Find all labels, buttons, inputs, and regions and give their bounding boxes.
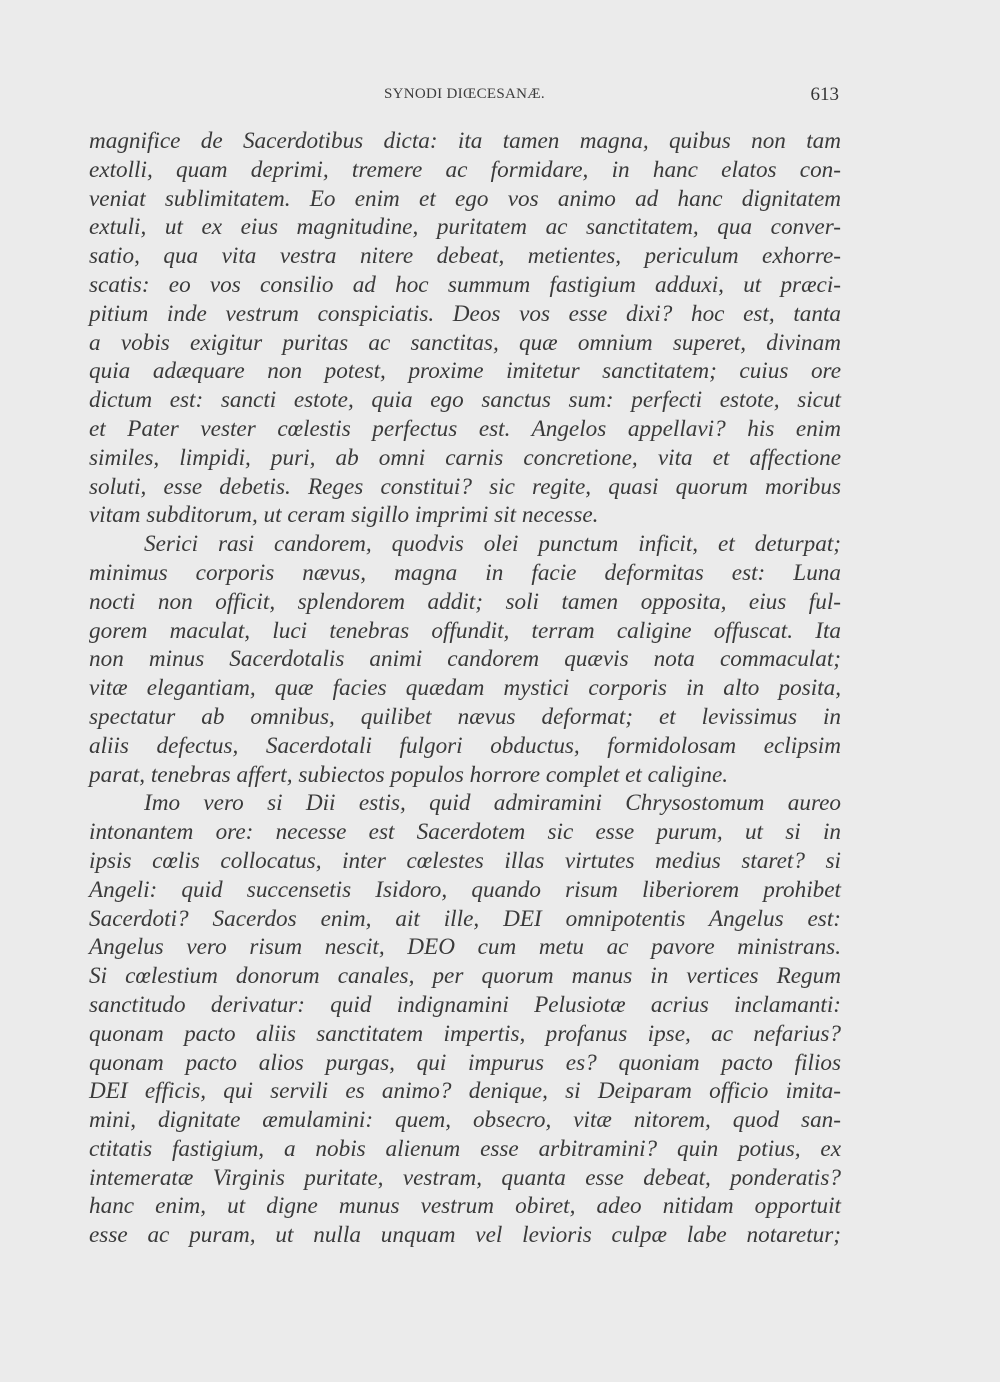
text-line: similes, limpidi, puri, ab omni carnis concretione, vita et affectione bbox=[89, 444, 841, 471]
text-line: veniat sublimitatem. Eo enim et ego vos animo ad hanc dignitatem bbox=[89, 185, 841, 212]
text-line: Serici rasi candorem, quodvis olei punctum inficit, et deturpat; bbox=[144, 531, 841, 558]
text-line: minimus corporis nævus, magna in facie deformitas est: Luna bbox=[89, 559, 841, 586]
text-line: esse ac puram, ut nulla unquam vel levioris culpæ labe notaretur; bbox=[89, 1222, 841, 1249]
text-line: DEI efficis, qui servili es animo? denique, si Deiparam officio imita- bbox=[89, 1078, 841, 1105]
text-line: spectatur ab omnibus, quilibet nævus deformat; et levissimus in bbox=[89, 703, 841, 730]
text-line: ipsis cœlis collocatus, inter cœlestes illas virtutes medius staret? si bbox=[89, 847, 841, 874]
text-line: gorem maculat, luci tenebras offundit, terram caligine offuscat. Ita bbox=[89, 617, 841, 644]
text-line: mini, dignitate æmulamini: quem, obsecro, vitæ nitorem, quod san- bbox=[89, 1107, 841, 1134]
page-number: 613 bbox=[810, 84, 839, 105]
text-line: parat, tenebras affert, subiectos populos horrore complet et caligine. bbox=[89, 761, 729, 788]
text-line: scatis: eo vos consilio ad hoc summum fastigium adduxi, ut præci- bbox=[89, 271, 841, 298]
text-line: intemeratæ Virginis puritate, vestram, quanta esse debeat, ponderatis? bbox=[89, 1164, 841, 1191]
text-line: Angeli: quid succensetis Isidoro, quando risum liberiorem prohibet bbox=[89, 876, 841, 903]
text-line: aliis defectus, Sacerdotali fulgori obductus, formidolosam eclipsim bbox=[89, 732, 841, 759]
text-line: satio, qua vita vestra nitere debeat, metientes, periculum exhorre- bbox=[89, 243, 841, 270]
text-line: dictum est: sancti estote, quia ego sanctus sum: perfecti estote, sicut bbox=[89, 387, 841, 414]
text-line: Imo vero si Dii estis, quid admiramini Chrysostomum aureo bbox=[144, 790, 841, 817]
text-line: a vobis exigitur puritas ac sanctitas, quæ omnium superet, divinam bbox=[89, 329, 841, 356]
text-line: extuli, ut ex eius magnitudine, puritatem ac sanctitatem, qua conver- bbox=[89, 214, 841, 241]
text-line: quonam pacto aliis sanctitatem impertis, profanus ipse, ac nefarius? bbox=[89, 1020, 841, 1047]
text-line: Sacerdoti? Sacerdos enim, ait ille, DEI omnipotentis Angelus est: bbox=[89, 905, 841, 932]
running-head bbox=[0, 86, 1000, 110]
text-line: et Pater vester cœlestis perfectus est. Angelos appellavi? his enim bbox=[89, 415, 841, 442]
text-line: Angelus vero risum nescit, DEO cum metu ac pavore ministrans. bbox=[89, 934, 841, 961]
text-line: quonam pacto alios purgas, qui impurus es? quoniam pacto filios bbox=[89, 1049, 841, 1076]
text-line: nocti non officit, splendorem addit; soli tamen opposita, eius ful- bbox=[89, 588, 841, 615]
text-line: sanctitudo derivatur: quid indignamini Pelusiotæ acrius inclamanti: bbox=[89, 991, 841, 1018]
text-line: soluti, esse debetis. Reges constitui? sic regite, quasi quorum moribus bbox=[89, 473, 841, 500]
text-line: intonantem ore: necesse est Sacerdotem sic esse purum, ut si in bbox=[89, 819, 841, 846]
text-line: extolli, quam deprimi, tremere ac formidare, in hanc elatos con- bbox=[89, 156, 841, 183]
text-line: pitium inde vestrum conspiciatis. Deos vos esse dixi? hoc est, tanta bbox=[89, 300, 841, 327]
body-text bbox=[89, 127, 841, 1250]
text-line: hanc enim, ut digne munus vestrum obiret, adeo nitidam opportuit bbox=[89, 1193, 841, 1220]
text-line: ctitatis fastigium, a nobis alienum esse arbitramini? quin potius, ex bbox=[89, 1135, 841, 1162]
running-title: SYNODI DIŒCESANÆ. bbox=[384, 86, 545, 102]
text-line: Si cœlestium donorum canales, per quorum manus in vertices Regum bbox=[89, 963, 841, 990]
text-line: vitæ elegantiam, quæ facies quædam mystici corporis in alto posita, bbox=[89, 675, 841, 702]
text-line: quia adæquare non potest, proxime imitetur sanctitatem; cuius ore bbox=[89, 358, 841, 385]
text-line: vitam subditorum, ut ceram sigillo imprimi sit necesse. bbox=[89, 502, 599, 529]
text-line: non minus Sacerdotalis animi candorem quævis nota commaculat; bbox=[89, 646, 841, 673]
text-line: magnifice de Sacerdotibus dicta: ita tamen magna, quibus non tam bbox=[89, 128, 841, 154]
